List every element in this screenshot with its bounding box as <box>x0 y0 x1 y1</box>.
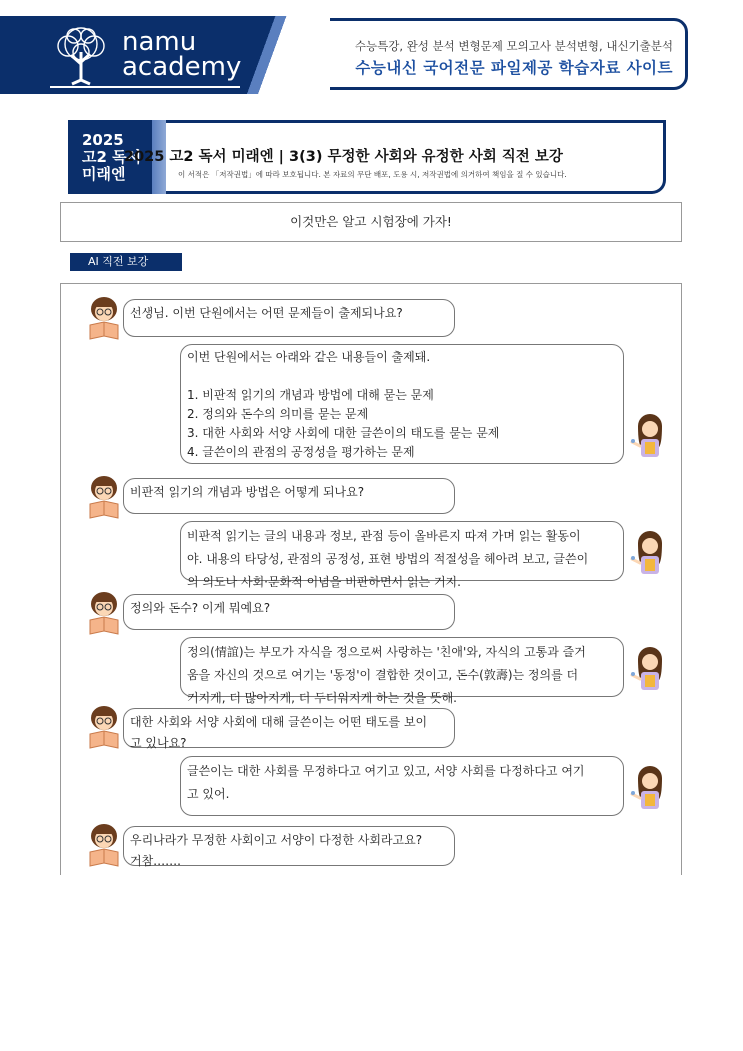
teacher-avatar-icon <box>630 764 666 810</box>
copyright-notice: 이 서적은 「저작권법」에 따라 보호됩니다. 본 자료의 무단 배포, 도용 시, 저작권법에 의거하여 책임을 질 수 있습니다. <box>178 170 567 179</box>
title-box-subject: 고2 독서 <box>82 148 142 166</box>
bubble-line: 의 의도나 사회·문화적 이념을 비판하면서 읽는 거지. <box>187 575 461 589</box>
bubble-line: 2. 정의와 돈수의 의미를 묻는 문제 <box>187 407 369 421</box>
teacher-answer-bubble <box>180 521 624 589</box>
bubble-line: 비판적 읽기의 개념과 방법은 어떻게 되나요? <box>130 485 365 499</box>
bubble-line: 3. 대한 사회와 서양 사회에 대한 글쓴이의 태도를 묻는 문제 <box>187 426 500 440</box>
logo-line2: academy <box>122 52 242 82</box>
teacher-answer-bubble <box>180 756 624 816</box>
student-avatar-icon <box>86 704 122 750</box>
bubble-line: 1. 비판적 읽기의 개념과 방법에 대해 묻는 문제 <box>187 388 434 402</box>
site-title: 수능내신 국어전문 파일제공 학습자료 사이트 <box>355 59 673 77</box>
bubble-line: 정의와 돈수? 이게 뭐예요? <box>130 601 271 615</box>
bubble-line: 4. 글쓴이의 관점의 공정성을 평가하는 문제 <box>187 445 415 459</box>
student-question-bubble <box>123 826 455 866</box>
tree-logo-icon <box>48 24 114 86</box>
bubble-line <box>187 367 617 386</box>
student-question-bubble <box>123 594 455 630</box>
student-question-bubble <box>123 299 455 337</box>
bubble-line: 정의(情誼)는 부모가 자식을 정으로써 사랑하는 '친애'와, 자식의 고통과 즐거 <box>187 645 586 659</box>
bubble-line: 이번 단원에서는 아래와 같은 내용들이 출제돼. <box>187 350 431 364</box>
document-title: 2025 고2 독서 미래엔 | 3(3) 무정한 사회와 유정한 사회 직전 보강 <box>124 149 563 165</box>
teacher-avatar-icon <box>630 412 666 458</box>
logo-underline <box>50 86 240 88</box>
bubble-line: 야. 내용의 타당성, 관점의 공정성, 표현 방법의 적절성을 헤아려 보고, 글쓴이 <box>187 552 589 566</box>
bubble-line: 고 있어. <box>187 787 230 801</box>
title-box-publisher: 미래엔 <box>82 165 126 183</box>
bubble-line: 선생님. 이번 단원에서는 어떤 문제들이 출제되나요? <box>130 306 403 320</box>
bubble-line: 거참……. <box>130 854 181 868</box>
student-question-bubble <box>123 478 455 514</box>
bubble-line: 움을 자신의 것으로 여기는 '동정'이 결합한 것이고, 돈수(敦壽)는 정의를 더 <box>187 668 579 682</box>
title-box-year: 2025 <box>82 131 124 149</box>
header-tagline: 수능특강, 완성 분석 변형문제 모의고사 분석변형, 내신기출분석 <box>354 39 673 53</box>
logo-wordmark <box>122 27 242 82</box>
bubble-line: 대한 사회와 서양 사회에 대해 글쓴이는 어떤 태도를 보이 <box>130 715 428 729</box>
teacher-answer-bubble <box>180 637 624 705</box>
bubble-line: 비판적 읽기는 글의 내용과 정보, 관점 등이 올바른지 따져 가며 읽는 활동이 <box>187 529 581 543</box>
student-avatar-icon <box>86 822 122 868</box>
bubble-line: 고 있나요? <box>130 736 187 750</box>
teacher-answer-bubble <box>180 344 624 464</box>
teacher-avatar-icon <box>630 645 666 691</box>
logo-line1: namu <box>122 27 197 57</box>
section-badge: AI 직전 보강 <box>70 253 182 271</box>
bubble-line: 우리나라가 무정한 사회이고 서양이 다정한 사회라고요? <box>130 833 423 847</box>
student-avatar-icon <box>86 474 122 520</box>
student-question-bubble <box>123 708 455 748</box>
notice-box: 이것만은 알고 시험장에 가자! <box>60 202 682 242</box>
teacher-avatar-icon <box>630 529 666 575</box>
student-avatar-icon <box>86 590 122 636</box>
bubble-line: 커지게, 더 많아지게, 더 두터워지게 하는 것을 뜻해. <box>187 691 457 705</box>
bubble-line: 글쓴이는 대한 사회를 무정하다고 여기고 있고, 서양 사회를 다정하다고 여기 <box>187 764 585 778</box>
student-avatar-icon <box>86 295 122 341</box>
